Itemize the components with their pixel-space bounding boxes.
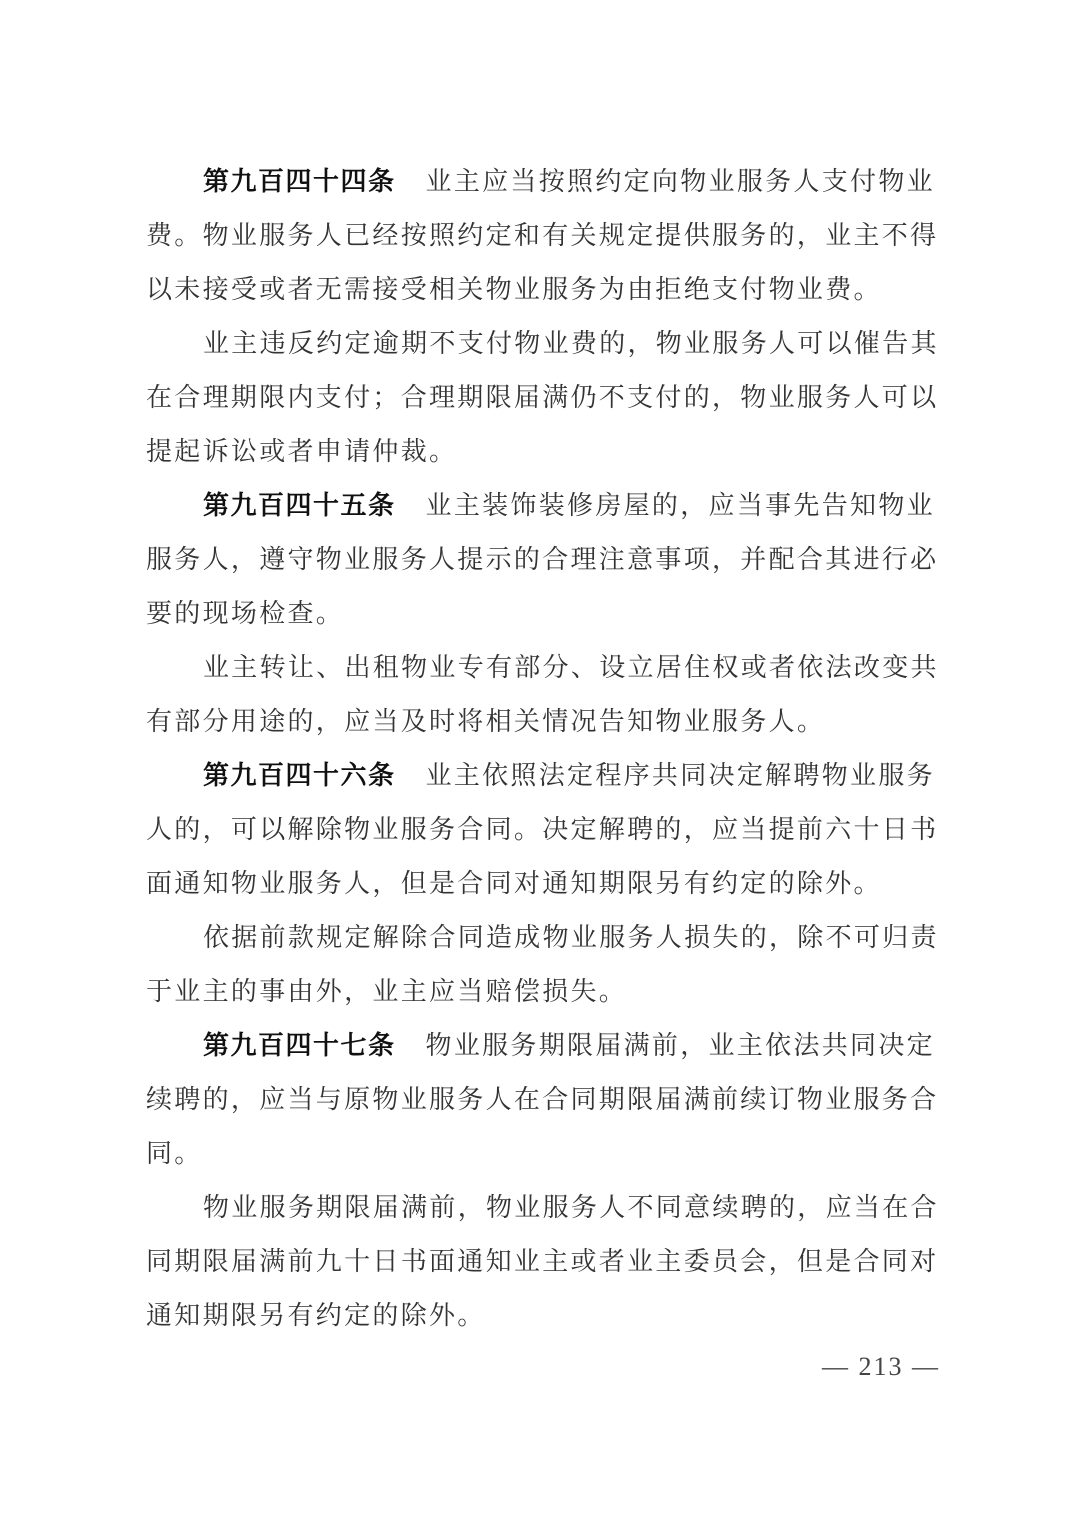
document-body	[146, 155, 946, 1343]
line-text: 通知期限另有约定的除外。	[146, 1301, 486, 1331]
text-line	[146, 1073, 946, 1127]
text-line	[146, 1181, 946, 1235]
text-line	[146, 803, 946, 857]
text-line	[146, 587, 946, 641]
paragraph	[146, 1181, 946, 1343]
text-line	[146, 425, 946, 479]
text-line	[146, 965, 946, 1019]
line-text: 提起诉讼或者申请仲裁。	[146, 437, 458, 467]
text-line	[146, 857, 946, 911]
line-text: 有部分用途的，应当及时将相关情况告知物业服务人。	[146, 707, 826, 737]
text-line	[146, 263, 946, 317]
line-text: 以未接受或者无需接受相关物业服务为由拒绝支付物业费。	[146, 275, 882, 305]
article-paragraph	[146, 749, 946, 911]
text-line	[146, 533, 946, 587]
text-line	[146, 317, 946, 371]
article-number: 第九百四十五条	[203, 491, 396, 521]
line-text: 同期限届满前九十日书面通知业主或者业主委员会，但是合同对	[146, 1247, 939, 1277]
paragraph	[146, 641, 946, 749]
article-number: 第九百四十六条	[203, 761, 396, 791]
article-paragraph	[146, 1019, 946, 1181]
text-line	[146, 155, 946, 209]
text-line	[146, 1019, 946, 1073]
text-line	[146, 1289, 946, 1343]
text-line	[146, 695, 946, 749]
line-text: 同。	[146, 1139, 203, 1169]
line-text: 于业主的事由外，业主应当赔偿损失。	[146, 977, 628, 1007]
line-text: 在合理期限内支付；合理期限届满仍不支付的，物业服务人可以	[146, 383, 939, 413]
paragraph	[146, 911, 946, 1019]
page-number: — 213 —	[822, 1352, 940, 1381]
line-text: 业主违反约定逾期不支付物业费的，物业服务人可以催告其	[203, 329, 939, 359]
article-paragraph	[146, 155, 946, 317]
text-line	[146, 479, 946, 533]
line-text: 续聘的，应当与原物业服务人在合同期限届满前续订物业服务合	[146, 1085, 939, 1115]
line-text: 人的，可以解除物业服务合同。决定解聘的，应当提前六十日书	[146, 815, 939, 845]
line-text: 物业服务期限届满前，业主依法共同决定	[425, 1031, 935, 1061]
line-text: 面通知物业服务人，但是合同对通知期限另有约定的除外。	[146, 869, 882, 899]
text-line	[146, 1235, 946, 1289]
article-number: 第九百四十七条	[203, 1031, 396, 1061]
paragraph	[146, 317, 946, 479]
line-text: 物业服务期限届满前，物业服务人不同意续聘的，应当在合	[203, 1193, 939, 1223]
text-line	[146, 911, 946, 965]
text-line	[146, 371, 946, 425]
line-text: 依据前款规定解除合同造成物业服务人损失的，除不可归责	[203, 923, 939, 953]
line-text: 业主应当按照约定向物业服务人支付物业	[425, 167, 935, 197]
article-number: 第九百四十四条	[203, 167, 396, 197]
text-line	[146, 209, 946, 263]
line-text: 费。物业服务人已经按照约定和有关规定提供服务的，业主不得	[146, 221, 939, 251]
line-text: 业主转让、出租物业专有部分、设立居住权或者依法改变共	[203, 653, 939, 683]
line-text: 业主依照法定程序共同决定解聘物业服务	[425, 761, 935, 791]
line-text: 要的现场检查。	[146, 599, 345, 629]
line-text: 业主装饰装修房屋的，应当事先告知物业	[425, 491, 935, 521]
text-line	[146, 1127, 946, 1181]
text-line	[146, 641, 946, 695]
article-paragraph	[146, 479, 946, 641]
line-text: 服务人，遵守物业服务人提示的合理注意事项，并配合其进行必	[146, 545, 939, 575]
text-line	[146, 749, 946, 803]
